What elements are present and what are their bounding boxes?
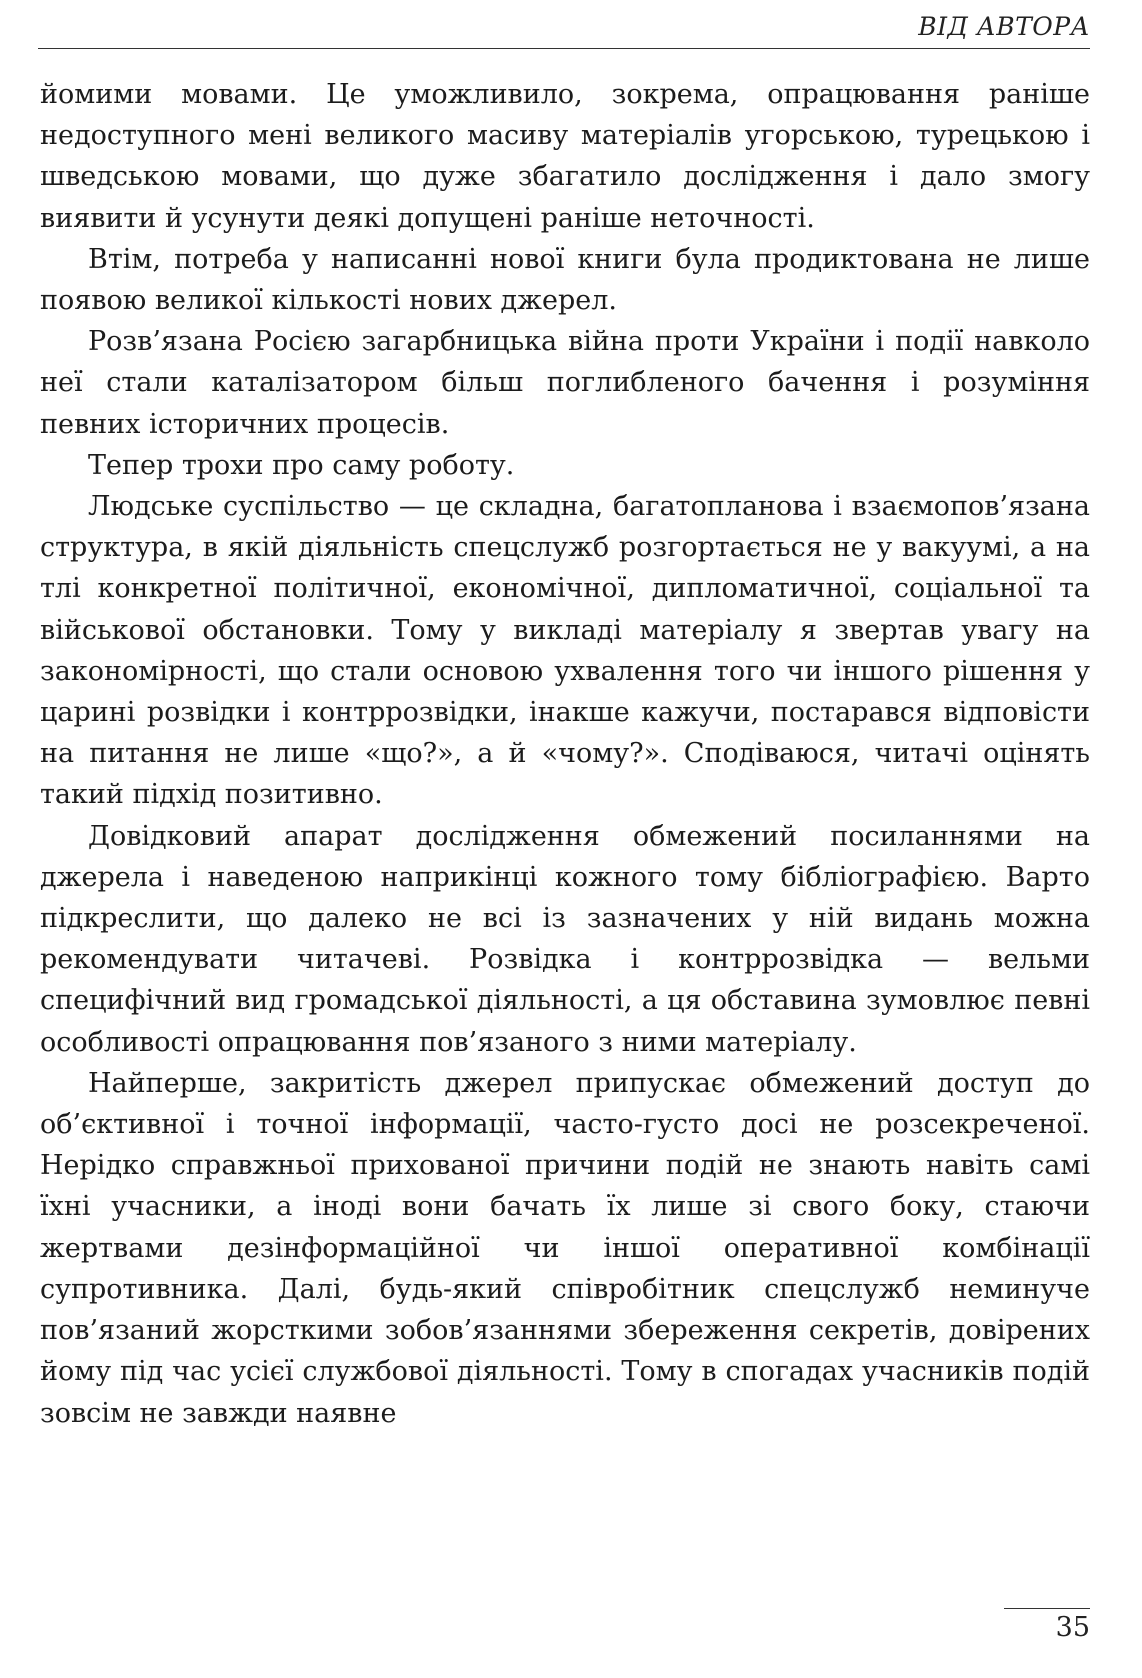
running-header: [38, 6, 1090, 49]
footer-rule: [1004, 1608, 1090, 1609]
paragraph: Людське суспільство — це складна, багатопланова і взаємопов’язана структура, в якій діяльність спецслужб розгортається не у вакуумі, а на тлі конкретної політичної, економічної, дипломатичної, соціальної та військової обстановки. Тому у викладі матеріалу я звертав увагу на закономірності, що стали основою ухвалення того чи іншого рішення у царині розвідки і контррозвідки, інакше кажучи, постарався відповісти на питання не лише «що?», а й «чому?». Сподіваюся, читачі оцінять такий підхід позитивно.: [40, 491, 1090, 811]
paragraph-continued: йомими мовами. Це уможливило, зокрема, опрацювання раніше недоступного мені великого масиву матеріалів угорською, турецькою і шведською мовами, що дуже збагатило дослідження і дало змогу виявити й усунути деякі допущені раніше неточності.: [40, 79, 1090, 234]
page-number: 35: [1055, 1612, 1090, 1643]
paragraph: Розв’язана Росією загарбницька війна проти України і події навколо неї стали каталізатором більш поглибленого бачення і розуміння певних історичних процесів.: [40, 326, 1090, 440]
body-text: [40, 74, 1090, 1434]
running-header-title: ВІД АВТОРА: [918, 12, 1090, 41]
paragraph: Втім, потреба у написанні нової книги була продиктована не лише появою великої кількості нових джерел.: [40, 243, 1090, 317]
paragraph: Тепер трохи про саму роботу.: [88, 449, 515, 481]
paragraph: Довідковий апарат дослідження обмежений посиланнями на джерела і наведеною наприкінці кожного тому бібліографією. Варто підкреслити, що далеко не всі із зазначених у ній видань можна рекомендувати читачеві. Розвідка і контррозвідка — вельми специфічний вид громадської діяльності, а ця обставина зумовлює певні особливості опрацювання пов’язаного з ними матеріалу.: [40, 820, 1090, 1058]
paragraph: Найперше, закритість джерел припускає обмежений доступ до об’єктивної і точної інформації, часто-густо досі не розсекреченої. Нерідко справжньої прихованої причини подій не знають навіть самі їхні учасники, а іноді вони бачать їх лише зі свого боку, стаючи жертвами дезінформаційної чи іншої оперативної комбінації супротивника. Далі, будь-який співробітник спецслужб неминуче пов’язаний жорсткими зобов’язаннями збереження секретів, довірених йому під час усієї службової діяльності. Тому в спогадах учасників подій зовсім не завжди наявне: [40, 1067, 1090, 1429]
